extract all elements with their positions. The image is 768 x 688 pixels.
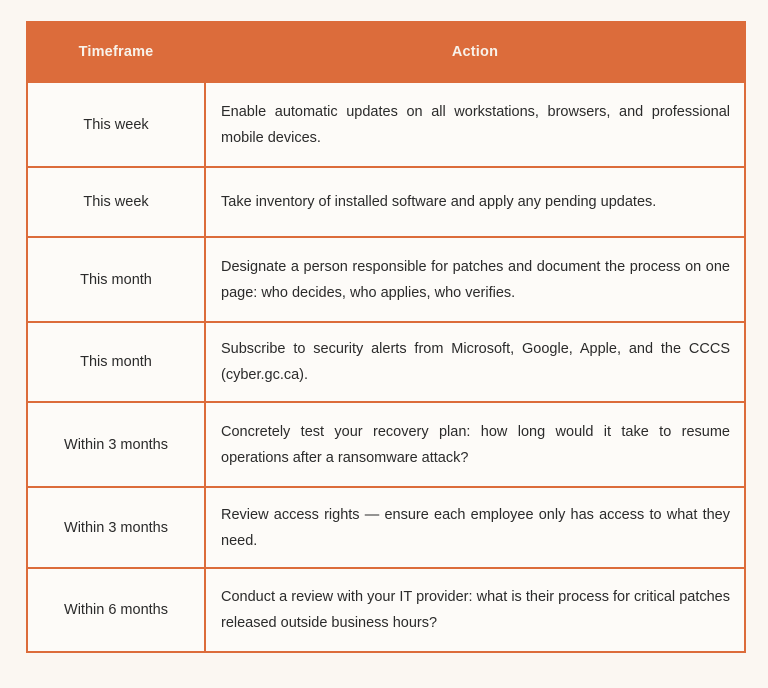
table-row (27, 568, 745, 652)
action-cell: Enable automatic updates on all workstations, browsers, and professional mobile devices. (205, 82, 745, 167)
action-plan-table (26, 21, 746, 653)
action-cell: Take inventory of installed software and apply any pending updates. (205, 167, 745, 237)
action-cell: Concretely test your recovery plan: how long would it take to resume operations after a ransomware attack? (205, 402, 745, 487)
action-cell: Conduct a review with your IT provider: what is their process for critical patches released outside business hours? (205, 568, 745, 652)
table-row (27, 167, 745, 237)
column-header-timeframe: Timeframe (27, 22, 205, 82)
timeframe-cell: Within 6 months (27, 568, 205, 652)
table-row (27, 487, 745, 568)
timeframe-cell: Within 3 months (27, 487, 205, 568)
table-row (27, 402, 745, 487)
timeframe-cell: This week (27, 167, 205, 237)
action-cell: Subscribe to security alerts from Microsoft, Google, Apple, and the CCCS (cyber.gc.ca). (205, 322, 745, 402)
action-cell: Review access rights — ensure each employee only has access to what they need. (205, 487, 745, 568)
timeframe-cell: This month (27, 237, 205, 322)
table-row (27, 82, 745, 167)
timeframe-cell: Within 3 months (27, 402, 205, 487)
table-header-row (27, 22, 745, 82)
column-header-action: Action (205, 22, 745, 82)
timeframe-cell: This month (27, 322, 205, 402)
table-row (27, 237, 745, 322)
table-row (27, 322, 745, 402)
action-cell: Designate a person responsible for patches and document the process on one page: who decides, who applies, who verifies. (205, 237, 745, 322)
timeframe-cell: This week (27, 82, 205, 167)
